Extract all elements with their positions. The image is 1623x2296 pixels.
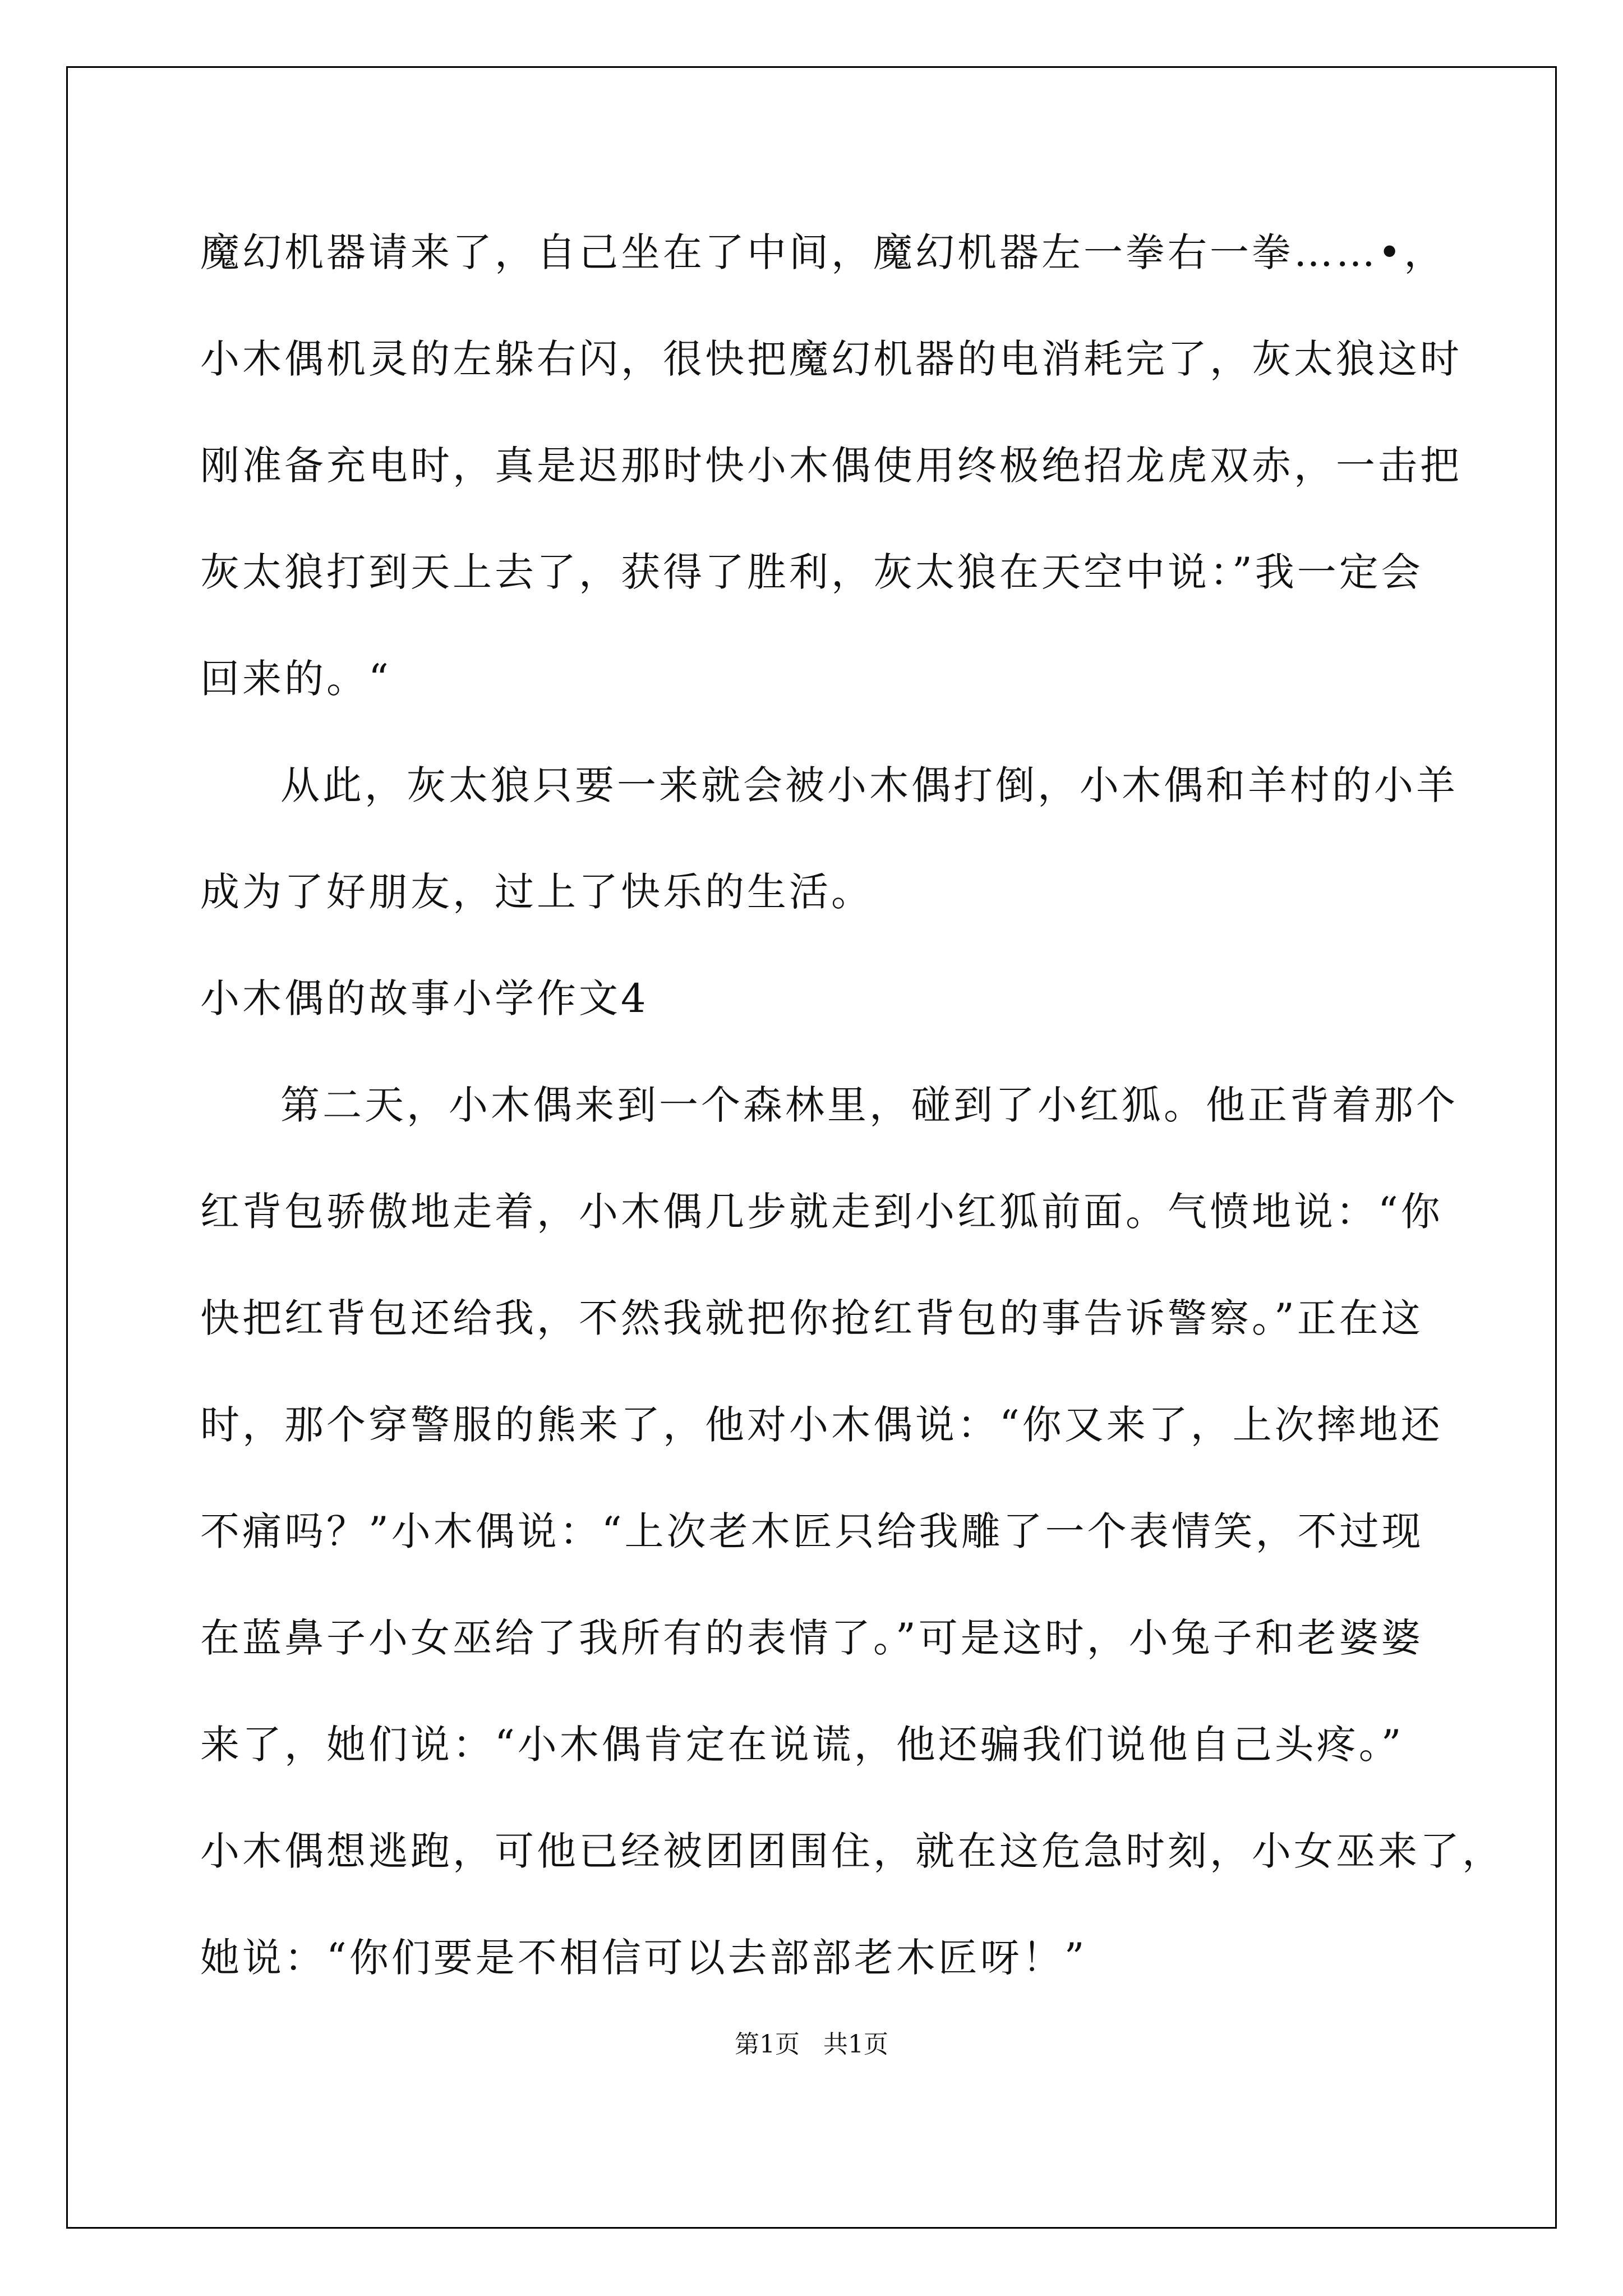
page-border	[66, 66, 1557, 2229]
text-line-11: 快把红背包还给我，不然我就把你抢红背包的事告诉警察。”正在这	[200, 1295, 1423, 1341]
text-line-4: 灰太狼打到天上去了，获得了胜利，灰太狼在天空中说：”我一定会	[200, 549, 1423, 595]
text-line-10: 红背包骄傲地走着，小木偶几步就走到小红狐前面。气愤地说：“你	[200, 1189, 1443, 1235]
text-line-9: 第二天，小木偶来到一个森林里，碰到了小红狐。他正背着那个	[280, 1082, 1458, 1128]
text-line-13: 不痛吗？”小木偶说：“上次老木匠只给我雕了一个表情笑，不过现	[200, 1508, 1424, 1554]
text-line-1: 魔幻机器请来了，自己坐在了中间，魔幻机器左一拳右一拳……•，	[200, 229, 1446, 275]
section-heading: 小木偶的故事小学作文4	[200, 976, 649, 1022]
text-line-14: 在蓝鼻子小女巫给了我所有的表情了。”可是这时，小兔子和老婆婆	[200, 1615, 1423, 1661]
text-line-6: 从此，灰太狼只要一来就会被小木偶打倒，小木偶和羊村的小羊	[280, 762, 1458, 808]
text-line-17: 她说：“你们要是不相信可以去部部老木匠呀！”	[200, 1935, 1087, 1981]
text-line-3: 刚准备充电时，真是迟那时快小木偶使用终极绝招龙虎双赤，一击把	[200, 443, 1462, 489]
text-line-15: 来了，她们说：“小木偶肯定在说谎，他还骗我们说他自己头疼。”	[200, 1722, 1404, 1768]
text-line-12: 时，那个穿警服的熊来了，他对小木偶说：“你又来了，上次摔地还	[200, 1402, 1443, 1448]
text-line-5: 回来的。“	[200, 656, 391, 702]
page-footer: 第1页 共1页	[735, 2030, 888, 2059]
text-line-16: 小木偶想逃跑，可他已经被团团围住，就在这危急时刻，小女巫来了，	[200, 1828, 1504, 1874]
text-line-2: 小木偶机灵的左躲右闪，很快把魔幻机器的电消耗完了，灰太狼这时	[200, 336, 1462, 382]
text-line-7: 成为了好朋友，过上了快乐的生活。	[200, 869, 873, 915]
